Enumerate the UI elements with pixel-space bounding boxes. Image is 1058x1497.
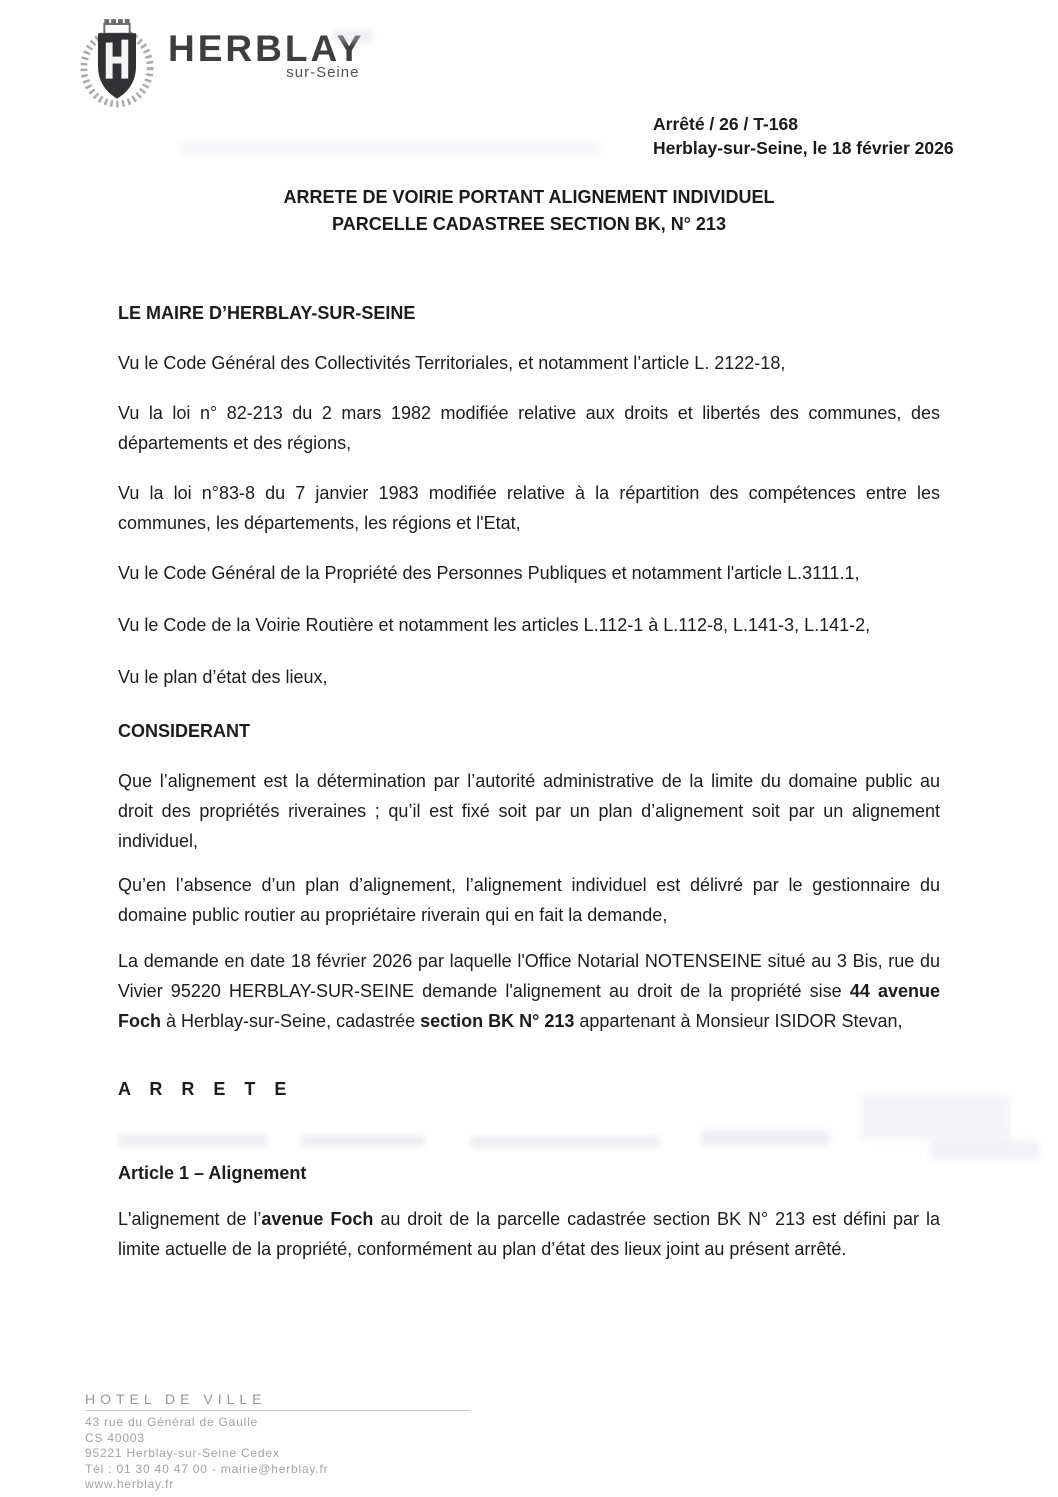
footer-address-line: 43 rue du Général de Gaulle bbox=[85, 1415, 259, 1429]
arrete-heading: A R R E T E bbox=[118, 1079, 294, 1099]
decree-number: Arrêté / 26 / T-168 bbox=[653, 114, 798, 134]
document-title bbox=[118, 184, 940, 238]
vu-paragraph: Vu le Code Général de la Propriété des Personnes Publiques et notamment l'article L.3111.1, bbox=[118, 563, 860, 583]
vu-paragraph: Vu la loi n° 82-213 du 2 mars 1982 modifiée relative aux droits et libertés des communes, des départements et des régions, bbox=[118, 403, 940, 453]
footer-address-line: Tél : 01 30 40 47 00 - mairie@herblay.fr bbox=[85, 1461, 329, 1476]
vu-paragraph: Vu le Code de la Voirie Routière et notamment les articles L.112-1 à L.112-8, L.141-3, L.141-2, bbox=[118, 615, 871, 635]
reference-block bbox=[653, 112, 954, 160]
place-and-date: Herblay-sur-Seine, le 18 février 2026 bbox=[653, 138, 954, 158]
demande-text: La demande en date 18 février 2026 par laquelle l'Office Notarial NOTENSEINE situé au 3 Bis, rue du Vivier 95220 HERBLAY-SUR-SEINE demande l'alignement au droit de la propriété sise bbox=[118, 951, 940, 1001]
article1-text: L'alignement de l’ bbox=[118, 1209, 262, 1229]
vu-paragraph: Vu la loi n°83-8 du 7 janvier 1983 modifiée relative à la répartition des compétences entre les communes, les départements, les régions et l'Etat, bbox=[118, 483, 940, 533]
footer-address-line: CS 40003 bbox=[85, 1430, 145, 1445]
demande-text: à Herblay-sur-Seine, cadastrée bbox=[161, 1011, 421, 1031]
considerant-paragraph: Que l’alignement est la détermination par l’autorité administrative de la limite du domaine public au droit des propriétés riveraines ; qu’il est fixé soit par un plan d’alignement soit par un alignement individuel, bbox=[118, 771, 940, 851]
city-logo bbox=[78, 16, 940, 108]
vu-paragraph: Vu le plan d’état des lieux, bbox=[118, 667, 328, 687]
property-address: 44 avenue Foch bbox=[118, 981, 940, 1031]
footer-address bbox=[85, 1415, 485, 1493]
demande-text: appartenant à Monsieur ISIDOR Stevan, bbox=[574, 1011, 903, 1031]
footer-address-line: www.herblay.fr bbox=[85, 1477, 175, 1491]
document-content bbox=[118, 16, 954, 1264]
footer-address-line: 95221 Herblay-sur-Seine Cedex bbox=[85, 1446, 280, 1460]
considerant-paragraph: Qu’en l’absence d’un plan d’alignement, l’alignement individuel est délivré par le gestionnaire du domaine public routier au propriétaire riverain qui en fait la demande, bbox=[118, 875, 940, 925]
article1-heading: Article 1 – Alignement bbox=[118, 1163, 307, 1183]
scan-artifact bbox=[930, 1140, 1040, 1160]
considerant-heading: CONSIDERANT bbox=[118, 721, 251, 741]
demande-paragraph bbox=[118, 946, 940, 1036]
cadastral-section: section BK N° 213 bbox=[420, 1011, 575, 1031]
city-tagline: sur-Seine bbox=[286, 64, 360, 81]
city-logo-text bbox=[168, 30, 364, 81]
footer-title: HOTEL DE VILLE bbox=[85, 1392, 470, 1411]
article1-text: au droit de la parcelle cadastrée section BK N° 213 est défini par la limite actuelle de la propriété, conformément au plan d’état des lieux joint au présent arrêté. bbox=[118, 1209, 940, 1259]
coat-of-arms-icon bbox=[78, 16, 156, 108]
article1-paragraph bbox=[118, 1204, 940, 1264]
street-name: avenue Foch bbox=[261, 1209, 374, 1229]
vu-paragraph: Vu le Code Général des Collectivités Territoriales, et notamment l’article L. 2122-18, bbox=[118, 353, 786, 373]
title-line-2: PARCELLE CADASTREE SECTION BK, N° 213 bbox=[332, 214, 726, 234]
city-name: HERBLAY bbox=[168, 28, 365, 69]
footer bbox=[85, 1392, 485, 1493]
title-line-1: ARRETE DE VOIRIE PORTANT ALIGNEMENT INDIVIDUEL bbox=[283, 187, 775, 207]
maire-heading: LE MAIRE D’HERBLAY-SUR-SEINE bbox=[118, 303, 416, 323]
